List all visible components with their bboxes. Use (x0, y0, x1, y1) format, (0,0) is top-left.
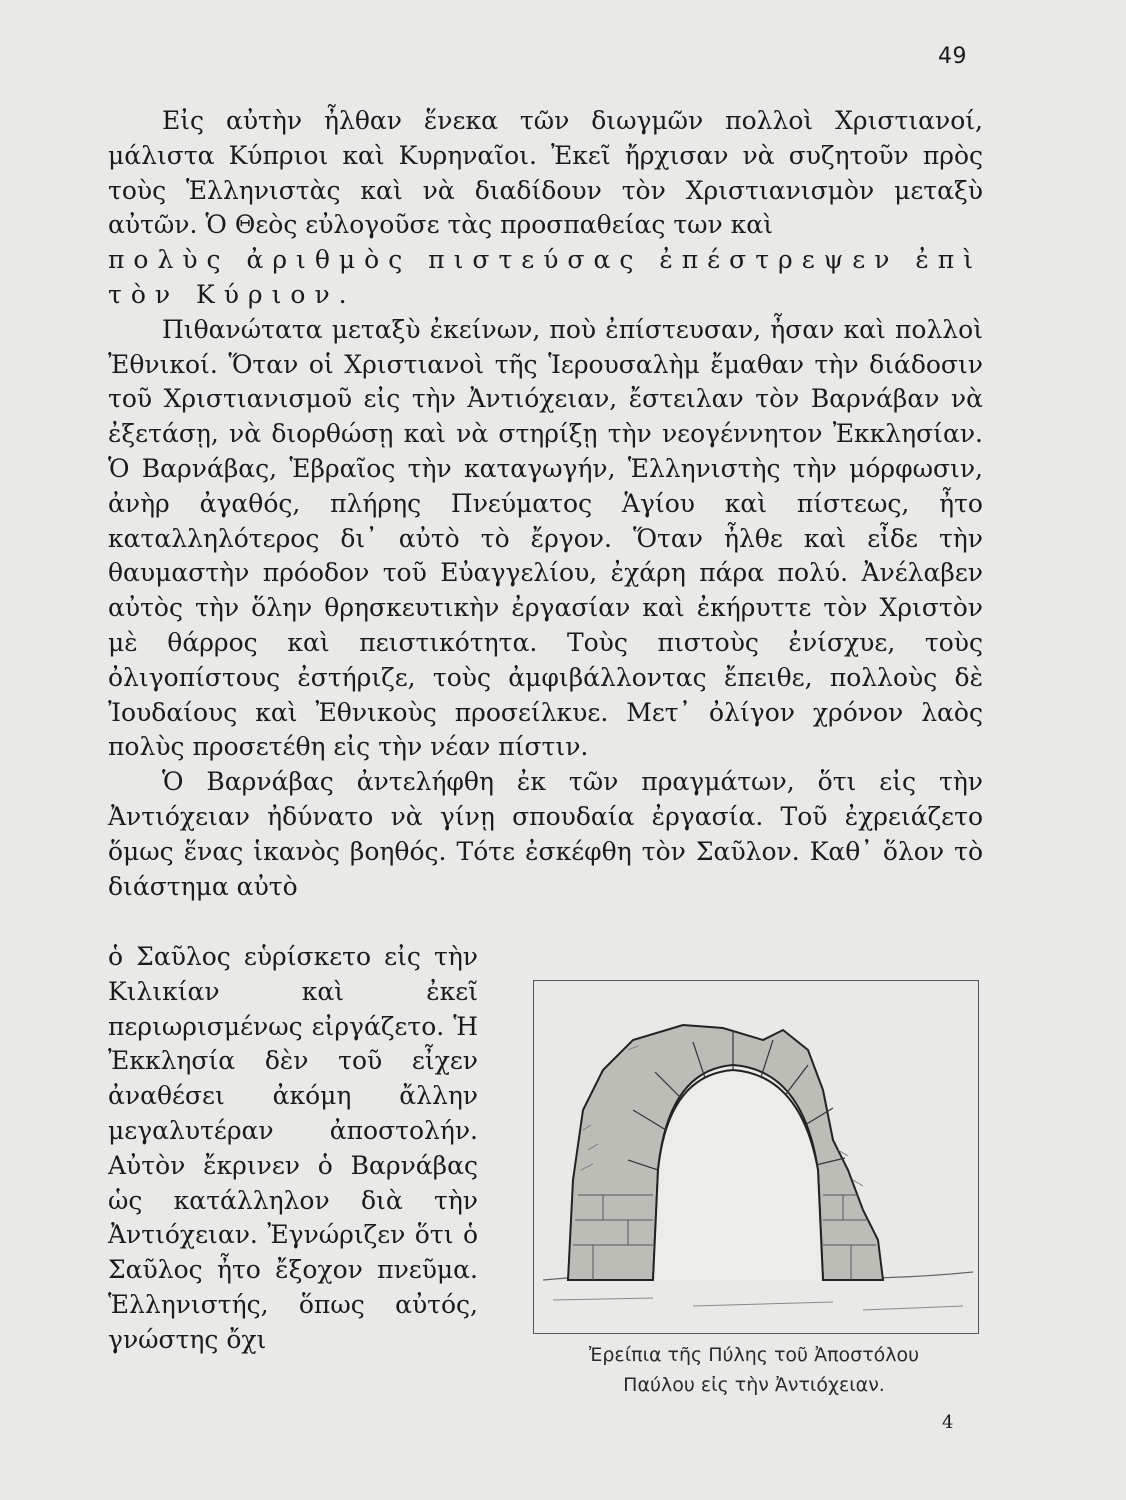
paragraph-1-spaced-line: πολὺς ἀριθμὸς πιστεύσας ἐπέστρεψεν ἐπὶ τὸν Κύριον. (108, 245, 983, 309)
paragraph-1: Εἰς αὐτὴν ἦλθαν ἕνεκα τῶν διωγμῶν πολλοὶ Χριστιανοί, μάλιστα Κύπριοι καὶ Κυρηναῖοι. Ἐκεῖ ἤρχισαν νὰ συζητοῦν πρὸς τοὺς Ἑλληνιστὰς καὶ νὰ διαδίδουν τὸν Χριστιανισμὸν μεταξὺ αὐτῶν. Ὁ Θεὸς εὐλογοῦσε τὰς προσπαθείας των καὶ (108, 106, 983, 240)
caption-line-1: Ἐρείπια τῆς Πύλης τοῦ Ἀποστόλου (588, 1344, 920, 1366)
page-number: 49 (938, 44, 967, 69)
paragraph-3: Ὁ Βαρνάβας ἀντελήφθη ἐκ τῶν πραγμάτων, ὅτι εἰς τὴν Ἀντιόχειαν ἠδύνατο νὰ γίνῃ σπουδαία ἐργασία. Τοῦ ἐχρειάζετο ὅμως ἕνας ἱκανὸς βοηθός. Τότε ἐσκέφθη τὸν Σαῦλον. Καθ᾽ ὅλον τὸ διάστημα αὐτὸ (108, 767, 983, 901)
narrow-text-column (108, 940, 478, 1358)
figure-caption (520, 1340, 988, 1400)
ground-hatching (553, 1298, 963, 1310)
figure-illustration (533, 980, 979, 1334)
caption-line-2: Παύλου εἰς τὴν Ἀντιόχειαν. (623, 1374, 885, 1396)
paragraph-2: Πιθανώτατα μεταξὺ ἐκείνων, ποὺ ἐπίστευσαν, ἦσαν καὶ πολλοὶ Ἐθνικοί. Ὅταν οἱ Χριστιανοὶ τῆς Ἱερουσαλὴμ ἔμαθαν τὴν διάδοσιν τοῦ Χριστιανισμοῦ εἰς τὴν Ἀντιόχειαν, ἔστειλαν τὸν Βαρνάβαν νὰ ἐξετάσῃ, νὰ διορθώσῃ καὶ νὰ στηρίξῃ τὴν νεογέννητον Ἐκκλησίαν. Ὁ Βαρνάβας, Ἑβραῖος τὴν καταγωγήν, Ἑλληνιστὴς τὴν μόρφωσιν, ἀνὴρ ἀγαθός, πλήρης Πνεύματος Ἁγίου καὶ πίστεως, ἦτο καταλληλότερος δι᾽ αὐτὸ τὸ ἔργον. Ὅταν ἦλθε καὶ εἶδε τὴν θαυμαστὴν πρόοδον τοῦ Εὐαγγελίου, ἐχάρη πάρα πολύ. Ἀνέλαβεν αὐτὸς τὴν ὅλην θρησκευτικὴν ἐργασίαν καὶ ἐκήρυττε τὸν Χριστὸν μὲ θάρρος καὶ πειστικότητα. Τοὺς πιστοὺς ἐνίσχυε, τοὺς ὀλιγοπίστους ἐστήριζε, τοὺς ἀμφιβάλλοντας ἔπειθε, πολλοὺς δὲ Ἰουδαίους καὶ Ἐθνικοὺς προσείλκυε. Μετ᾽ ὀλίγον χρόνον λαὸς πολὺς προσετέθη εἰς τὴν νέαν πίστιν. (108, 314, 983, 762)
paragraph-3-continued: ὁ Σαῦλος εὑρίσκετο εἰς τὴν Κιλικίαν καὶ ἐκεῖ περιωρισμένως εἰργάζετο. Ἡ Ἐκκλησία δὲν τοῦ εἶχεν ἀναθέσει ἀκόμη ἄλλην μεγαλυτέραν ἀποστολήν. Αὐτὸν ἔκρινεν ὁ Βαρνάβας ὡς κατάλληλον διὰ τὴν Ἀντιόχειαν. Ἐγνώριζεν ὅτι ὁ Σαῦλος ἦτο ἔξοχον πνεῦμα. Ἑλληνιστής, ὅπως αὐτός, γνώστης ὄχι (108, 942, 478, 1354)
arch-ruin-illustration (533, 980, 979, 1334)
signature-mark: 4 (942, 1412, 954, 1433)
main-text (108, 104, 983, 904)
